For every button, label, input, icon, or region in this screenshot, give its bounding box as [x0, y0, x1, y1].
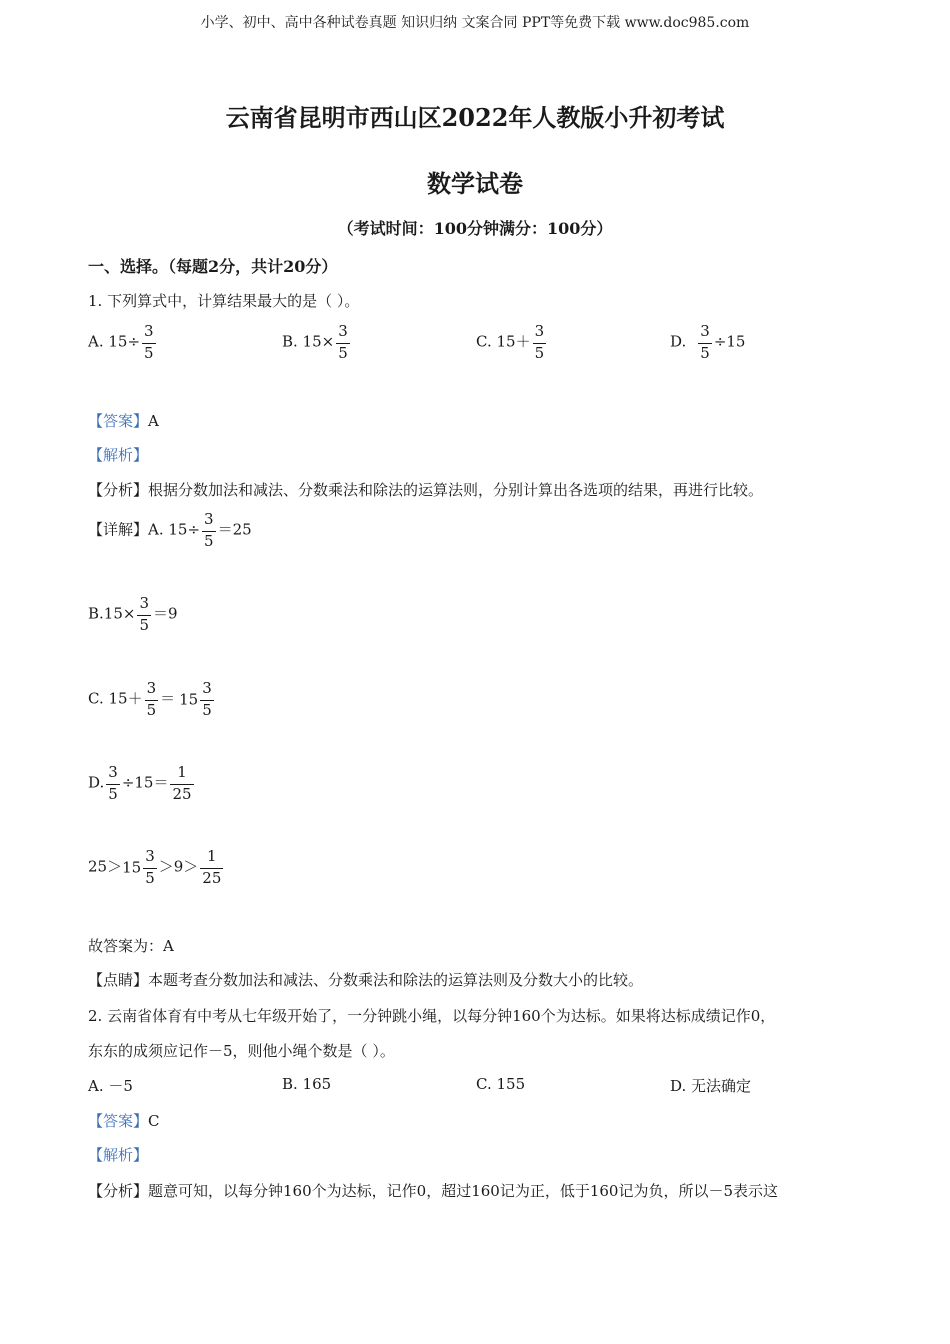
fraction: $\frac{3}{5}$: [146, 679, 157, 719]
q2-answer: [88, 1110, 160, 1131]
option-label: D.: [670, 332, 687, 351]
mixed-number: 15 $\frac{3}{5}$: [179, 679, 212, 719]
q1-option-a: [88, 324, 158, 361]
answer-tag: 【答案】: [88, 412, 149, 430]
q1-detail-a: 【详解】A. 15÷ $\frac{3}{5}$ ＝25: [88, 510, 252, 550]
fraction: $\frac{3}{5}$: [338, 322, 348, 362]
q2-stem-line2: 东东的成须应记作－5，则他小绳个数是（ ）。: [88, 1042, 395, 1060]
q1-comparison: 25＞15 $\frac{3}{5}$ ＞9＞ $\frac{1}{25}$: [88, 847, 222, 887]
option-label: B. 15×: [282, 332, 335, 351]
fraction: $\frac{3}{5}$: [144, 322, 154, 362]
paper-title: 云南省昆明市西山区2022年人教版小升初考试: [225, 103, 725, 132]
fraction: $\frac{3}{5}$: [108, 763, 118, 803]
section-heading: 一、选择。（每题2分，共计20分）: [88, 257, 338, 276]
q1-conclusion: 故答案为：A: [88, 937, 174, 955]
fraction: $\frac{1}{25}$: [172, 763, 192, 803]
fraction: $\frac{3}{5}$: [139, 594, 149, 634]
detail-tag: 【详解】: [88, 520, 149, 539]
mixed-number: 15 $\frac{3}{5}$: [122, 847, 155, 887]
q2-option-a: A. －5: [88, 1077, 133, 1095]
q1-detail-d: D. $\frac{3}{5}$ ÷15＝ $\frac{1}{25}$: [88, 763, 192, 803]
q1-analysis-tag: 【解析】: [88, 446, 149, 464]
paper-subtitle: 数学试卷: [427, 169, 523, 198]
exam-info: （考试时间：100分钟满分：100分）: [337, 219, 613, 238]
q1-option-d: D. $\frac{3}{5}$ ÷15: [670, 322, 746, 362]
q1-stem: 1. 下列算式中，计算结果最大的是（ ）。: [88, 292, 360, 310]
option-label: A. 15÷: [88, 332, 141, 351]
fraction: $\frac{3}{5}$: [534, 322, 545, 362]
fraction: $\frac{3}{5}$: [204, 510, 214, 550]
q1-answer: [88, 410, 159, 431]
q1-option-c: [476, 324, 548, 361]
q1-option-b: [282, 324, 352, 361]
answer-value: C: [148, 1112, 160, 1130]
fraction: $\frac{1}{25}$: [202, 847, 222, 887]
q2-option-b: B. 165: [282, 1075, 332, 1093]
q1-detail-c: C. 15＋ $\frac{3}{5}$ ＝ 15 $\frac{3}{5}$: [88, 681, 216, 718]
q2-option-d: D. 无法确定: [670, 1077, 752, 1095]
q1-dianjing: 【点睛】本题考查分数加法和减法、分数乘法和除法的运算法则及分数大小的比较。: [88, 971, 644, 989]
site-header: 小学、初中、高中各种试卷真题 知识归纳 文案合同 PPT等免费下载 www.doc985.com: [200, 15, 750, 31]
fraction: $\frac{3}{5}$: [700, 322, 710, 362]
q1-fenxi: 【分析】根据分数加法和减法、分数乘法和除法的运算法则，分别计算出各选项的结果，再进行比较。: [88, 481, 764, 499]
q2-fenxi: 【分析】题意可知，以每分钟160个为达标，记作0，超过160记为正，低于160记为负，所以－5表示这: [88, 1182, 778, 1200]
q2-analysis-tag: 【解析】: [88, 1146, 149, 1164]
q1-detail-b: B.15× $\frac{3}{5}$ ＝9: [88, 594, 178, 634]
answer-tag: 【答案】: [88, 1112, 149, 1130]
answer-value: A: [148, 412, 159, 430]
option-label: C. 15＋: [476, 332, 531, 351]
q2-stem-line1: 2. 云南省体育有中考从七年级开始了，一分钟跳小绳，以每分钟160个为达标。如果将达标成绩记作0，: [88, 1007, 776, 1025]
q2-option-c: C. 155: [476, 1075, 526, 1093]
